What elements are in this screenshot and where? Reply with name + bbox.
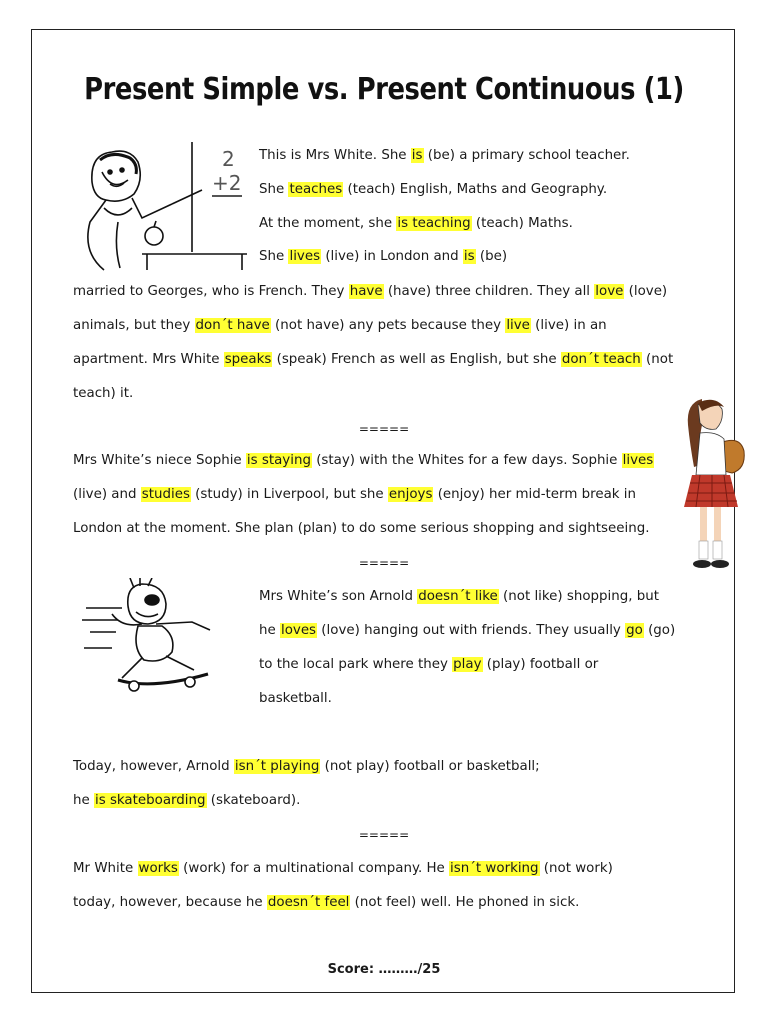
section-separator: ===== [358, 828, 410, 842]
text-line [259, 215, 573, 233]
answer-highlight: doesn´t feel [267, 895, 350, 910]
text: (not have) any pets because they [270, 318, 506, 333]
text: Mr White [73, 861, 138, 876]
answer-highlight: is teaching [397, 216, 471, 231]
text-line [259, 147, 630, 165]
text: (love) hanging out with friends. They usually [317, 623, 626, 638]
text-line [73, 758, 540, 776]
answer-highlight: is staying [246, 453, 311, 468]
text: (stay) with the Whites for a few days. Sophie [311, 453, 622, 468]
answer-highlight: isn´t playing [234, 759, 320, 774]
answer-highlight: go [626, 623, 643, 638]
text: (skateboard). [206, 793, 301, 808]
text: (love) [624, 284, 668, 299]
score-line: Score: ………/25 [327, 962, 441, 977]
answer-highlight: isn´t working [450, 861, 539, 876]
text: he [73, 793, 94, 808]
answer-highlight: loves [280, 623, 317, 638]
answer-highlight: lives [622, 453, 654, 468]
text: Today, however, Arnold [73, 759, 234, 774]
answer-highlight: is [463, 249, 475, 264]
text: (not like) shopping, but [498, 589, 659, 604]
page-title: Present Simple vs. Present Continuous (1) [84, 72, 684, 107]
answer-highlight: studies [141, 487, 190, 502]
section-separator: ===== [358, 556, 410, 570]
text: (go) [643, 623, 676, 638]
text: (have) three children. They all [383, 284, 595, 299]
answer-highlight: don´t teach [561, 352, 641, 367]
text: (be) a primary school teacher. [423, 148, 630, 163]
text: She [259, 182, 289, 197]
text-line [259, 690, 332, 708]
svg-text:+2: +2 [212, 171, 242, 195]
answer-highlight: speaks [224, 352, 272, 367]
text: (live) in London and [321, 249, 463, 264]
answer-highlight: is [411, 148, 423, 163]
text-line [73, 452, 654, 470]
text-line [73, 792, 300, 810]
text: (study) in Liverpool, but she [190, 487, 388, 502]
text-line [259, 622, 675, 640]
svg-text:2: 2 [222, 147, 235, 171]
text: married to Georges, who is French. They [73, 284, 349, 299]
answer-highlight: enjoys [388, 487, 433, 502]
text: (speak) French as well as English, but she [272, 352, 561, 367]
text: At the moment, she [259, 216, 397, 231]
text-line [73, 860, 613, 878]
skateboarder-illustration [82, 578, 232, 698]
answer-highlight: have [349, 284, 383, 299]
text: apartment. Mrs White [73, 352, 224, 367]
text: (not play) football or basketball; [320, 759, 540, 774]
teacher-illustration [72, 142, 252, 272]
text-line [73, 283, 667, 301]
text: (live) in an [530, 318, 607, 333]
text-line [73, 317, 607, 335]
answer-highlight: is skateboarding [94, 793, 206, 808]
answer-highlight: lives [289, 249, 321, 264]
text: (teach) English, Maths and Geography. [343, 182, 608, 197]
text-line [259, 181, 607, 199]
text: (live) and [73, 487, 141, 502]
answer-highlight: love [595, 284, 624, 299]
text: Mrs White’s son Arnold [259, 589, 418, 604]
text-line [259, 248, 507, 266]
text: (play) football or [482, 657, 599, 672]
answer-highlight: works [138, 861, 178, 876]
answer-highlight: play [453, 657, 482, 672]
text: (not work) [539, 861, 613, 876]
text-line [259, 656, 598, 674]
text: London at the moment. She plan (plan) to do some serious shopping and sightseeing. [73, 521, 650, 536]
text: (work) for a multinational company. He [178, 861, 450, 876]
text: She [259, 249, 289, 264]
answer-highlight: teaches [289, 182, 343, 197]
text: (enjoy) her mid-term break in [433, 487, 636, 502]
text-line [73, 385, 133, 403]
answer-highlight: live [506, 318, 530, 333]
answer-highlight: doesn´t like [418, 589, 498, 604]
text-line [259, 588, 659, 606]
text: (be) [475, 249, 508, 264]
text: (not feel) well. He phoned in sick. [350, 895, 580, 910]
section-separator: ===== [358, 422, 410, 436]
text-line [73, 486, 636, 504]
text: This is Mrs White. She [259, 148, 411, 163]
text: animals, but they [73, 318, 195, 333]
text-line [73, 520, 649, 538]
text: (teach) Maths. [471, 216, 573, 231]
text: today, however, because he [73, 895, 267, 910]
text: teach) it. [73, 386, 134, 401]
text: he [259, 623, 280, 638]
text: to the local park where they [259, 657, 453, 672]
text: basketball. [259, 691, 332, 706]
text: (not [641, 352, 674, 367]
text: Mrs White’s niece Sophie [73, 453, 246, 468]
answer-highlight: don´t have [195, 318, 270, 333]
text-line [73, 894, 579, 912]
text-line [73, 351, 673, 369]
